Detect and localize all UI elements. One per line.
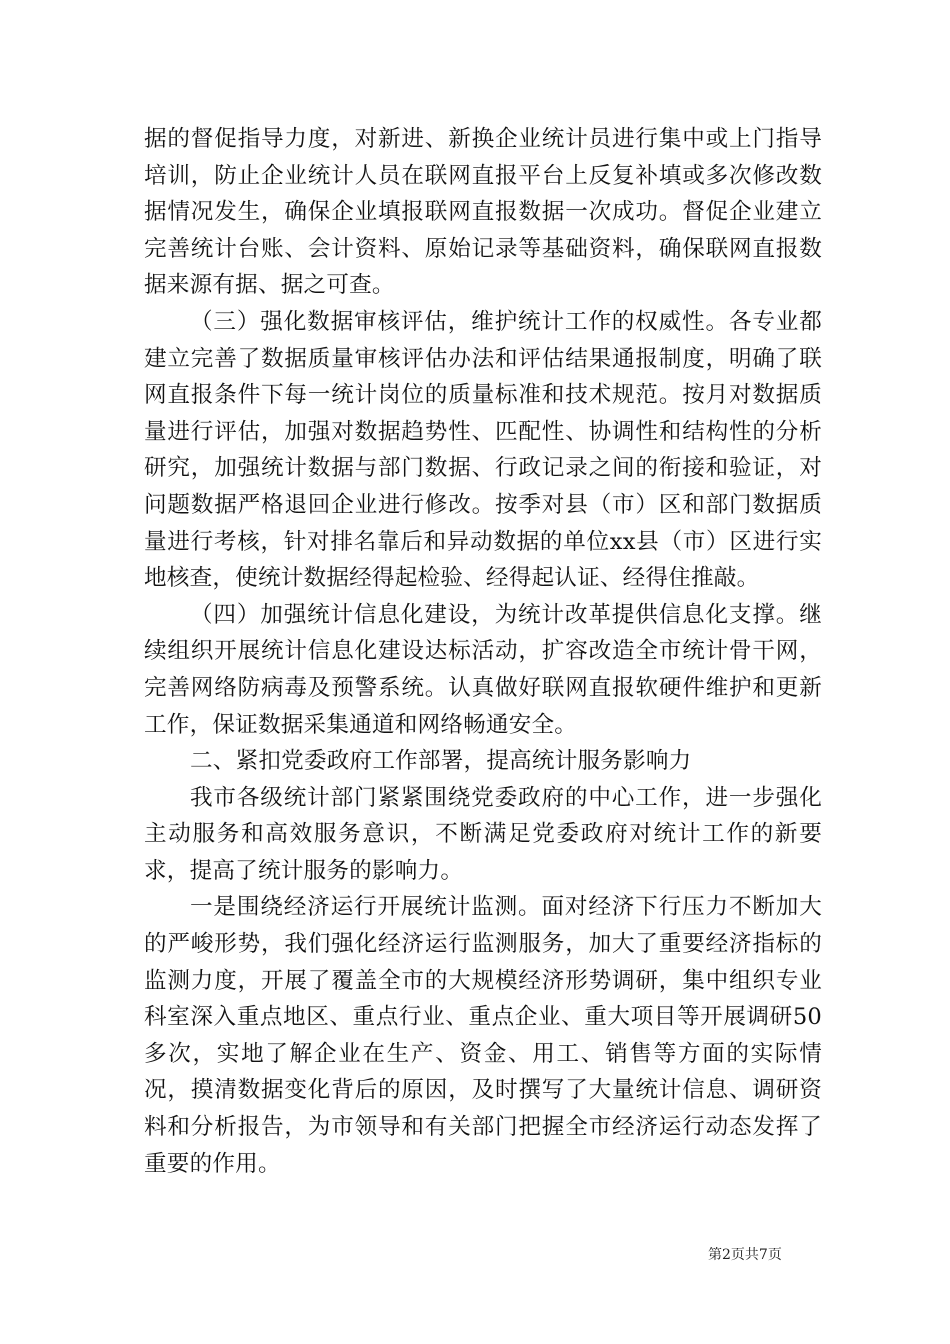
- document-page: [144, 121, 822, 1182]
- paragraph-continuation: 据的督促指导力度，对新进、新换企业统计员进行集中或上门指导培训，防止企业统计人员在联网直报平台上反复补填或多次修改数据情况发生，确保企业填报联网直报数据一次成功。督促企业建立完善统计台账、会计资料、原始记录等基础资料，确保联网直报数据来源有据、据之可查。: [144, 126, 822, 299]
- page-number: 第2页共7页: [708, 1247, 782, 1263]
- paragraph-point-1: 一是围绕经济运行开展统计监测。面对经济下行压力不断加大的严峻形势，我们强化经济运行监测服务，加大了重要经济指标的监测力度，开展了覆盖全市的大规模经济形势调研，集中组织专业科室深入重点地区、重点行业、重点企业、重大项目等开展调研50多次，实地了解企业在生产、资金、用工、销售等方面的实际情况，摸清数据变化背后的原因，及时撰写了大量统计信息、调研资料和分析报告，为市领导和有关部门把握全市经济运行动态发挥了重要的作用。: [144, 894, 822, 1177]
- paragraph-section-intro: 我市各级统计部门紧紧围绕党委政府的中心工作，进一步强化主动服务和高效服务意识，不断满足党委政府对统计工作的新要求，提高了统计服务的影响力。: [144, 784, 822, 884]
- paragraph-item-3: （三）强化数据审核评估，维护统计工作的权威性。各专业都建立完善了数据质量审核评估办法和评估结果通报制度，明确了联网直报条件下每一统计岗位的质量标准和技术规范。按月对数据质量进行评估，加强对数据趋势性、匹配性、协调性和结构性的分析研究，加强统计数据与部门数据、行政记录之间的衔接和验证，对问题数据严格退回企业进行修改。按季对县（市）区和部门数据质量进行考核，针对排名靠后和异动数据的单位xx县（市）区进行实地核查，使统计数据经得起检验、经得起认证、经得住推敲。: [144, 308, 822, 592]
- section-heading: 二、紧扣党委政府工作部署，提高统计服务影响力: [190, 748, 692, 775]
- paragraph-item-4: （四）加强统计信息化建设，为统计改革提供信息化支撑。继续组织开展统计信息化建设达标活动，扩容改造全市统计骨干网，完善网络防病毒及预警系统。认真做好联网直报软硬件维护和更新工作，保证数据采集通道和网络畅通安全。: [144, 601, 822, 738]
